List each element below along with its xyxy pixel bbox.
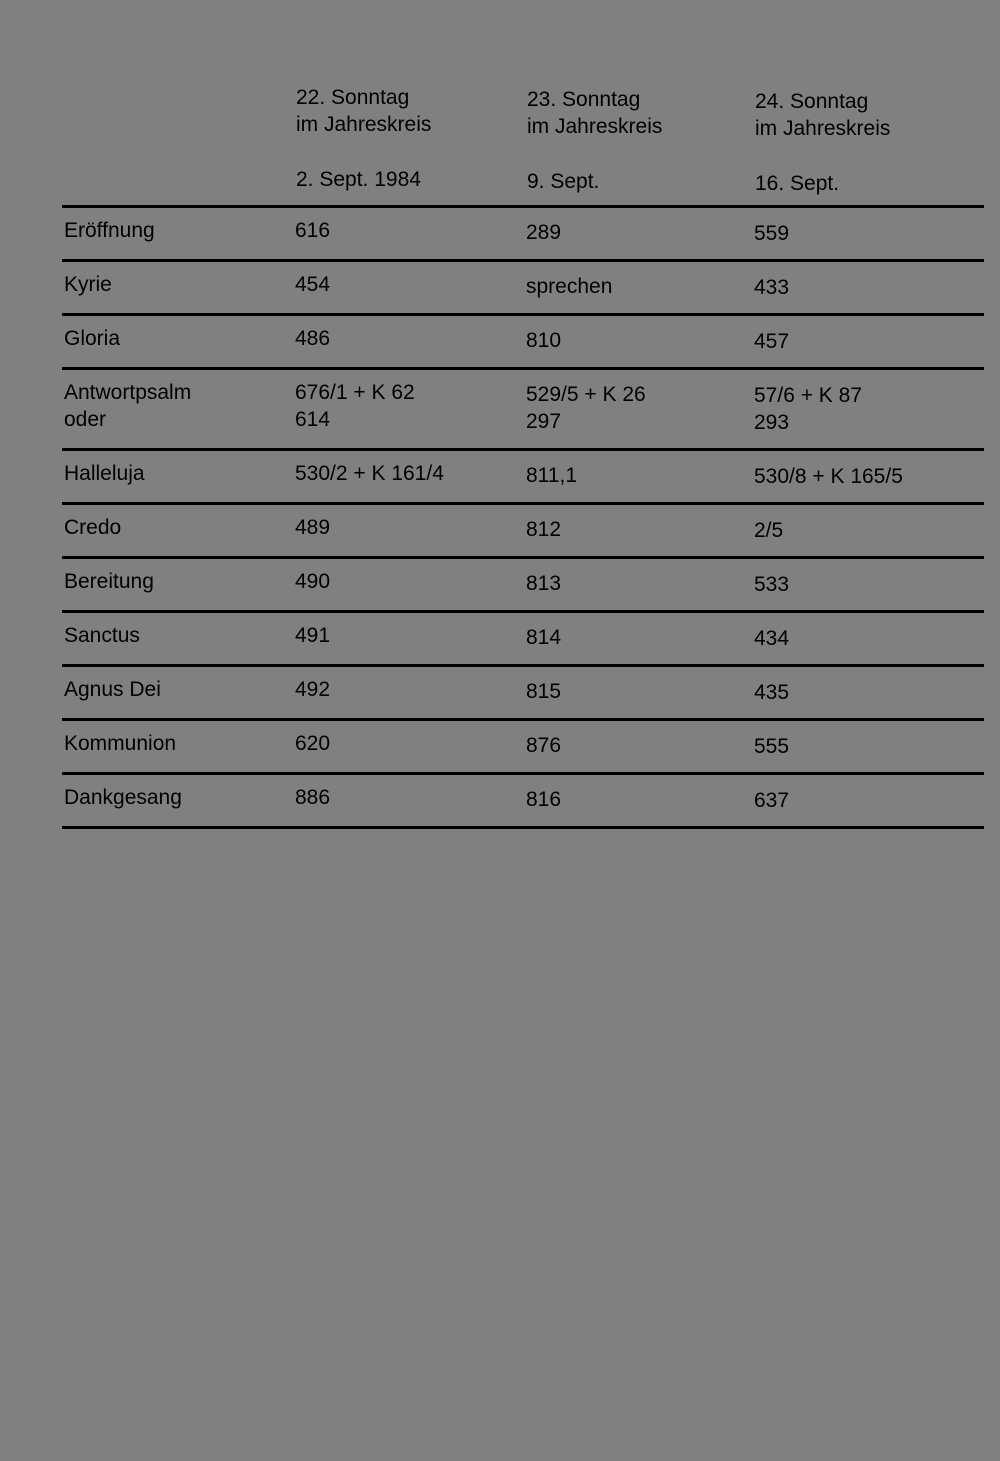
row-label-line: oder: [64, 408, 107, 431]
cell-22-sonntag-line: 616: [295, 219, 331, 242]
row-label-line: Antwortpsalm: [64, 381, 192, 404]
row-label-line: Kyrie: [64, 273, 112, 296]
cell-24-sonntag-line: 530/8 + K 165/5: [754, 465, 903, 488]
cell-24-sonntag: [754, 571, 789, 598]
column-1-date: 2. Sept. 1984: [296, 168, 421, 191]
row-divider: [62, 205, 984, 208]
cell-22-sonntag-line: 489: [295, 516, 331, 539]
cell-22-sonntag: [295, 730, 330, 757]
cell-23-sonntag-line: 816: [526, 788, 562, 811]
row-divider: [62, 610, 984, 613]
row-divider: [62, 826, 984, 829]
cell-24-sonntag: [754, 220, 789, 247]
row-label: [64, 325, 120, 352]
row-label-line: Halleluja: [64, 462, 145, 485]
row-label-line: Credo: [64, 516, 122, 539]
cell-24-sonntag: [754, 328, 789, 355]
cell-22-sonntag-line: 530/2 + K 161/4: [295, 462, 444, 485]
cell-22-sonntag-line: 454: [295, 273, 331, 296]
cell-23-sonntag-line: 810: [526, 329, 562, 352]
row-label: [64, 514, 121, 541]
cell-23-sonntag: [526, 624, 561, 651]
cell-23-sonntag-line: 289: [526, 221, 562, 244]
cell-24-sonntag-line: 57/6 + K 87: [754, 384, 863, 407]
cell-24-sonntag-line: 559: [754, 222, 790, 245]
row-label-line: Eröffnung: [64, 219, 155, 242]
column-header-1: [296, 84, 431, 138]
cell-22-sonntag-line: 614: [295, 408, 331, 431]
cell-23-sonntag-line: sprechen: [526, 275, 613, 298]
row-label: [64, 217, 155, 244]
row-label: [64, 730, 176, 757]
cell-24-sonntag-line: 293: [754, 411, 790, 434]
cell-22-sonntag-line: 492: [295, 678, 331, 701]
cell-22-sonntag-line: 886: [295, 786, 331, 809]
column-1-title-line1: 22. Sonntag: [296, 86, 410, 109]
cell-23-sonntag: [526, 570, 561, 597]
row-label-line: Gloria: [64, 327, 121, 350]
cell-22-sonntag-line: 491: [295, 624, 331, 647]
row-divider: [62, 718, 984, 721]
cell-23-sonntag: [526, 381, 646, 435]
cell-24-sonntag-line: 435: [754, 681, 790, 704]
cell-24-sonntag: [754, 625, 789, 652]
column-2-date: 9. Sept.: [527, 170, 600, 193]
cell-22-sonntag: [295, 379, 415, 433]
cell-23-sonntag-line: 813: [526, 572, 562, 595]
row-divider: [62, 367, 984, 370]
cell-22-sonntag: [295, 217, 330, 244]
cell-24-sonntag-line: 433: [754, 276, 790, 299]
row-label: [64, 460, 145, 487]
column-2-title-line2: im Jahreskreis: [527, 115, 663, 138]
cell-22-sonntag-line: 490: [295, 570, 331, 593]
row-label-line: Bereitung: [64, 570, 154, 593]
cell-22-sonntag: [295, 676, 330, 703]
cell-22-sonntag: [295, 568, 330, 595]
cell-24-sonntag-line: 434: [754, 627, 790, 650]
row-label-line: Kommunion: [64, 732, 177, 755]
cell-24-sonntag: [754, 679, 789, 706]
cell-22-sonntag-line: 620: [295, 732, 331, 755]
cell-22-sonntag: [295, 460, 444, 487]
cell-22-sonntag: [295, 514, 330, 541]
column-header-2: [527, 86, 662, 140]
cell-23-sonntag-line: 815: [526, 680, 562, 703]
cell-23-sonntag: [526, 786, 561, 813]
cell-23-sonntag: [526, 678, 561, 705]
column-3-title-line2: im Jahreskreis: [755, 117, 891, 140]
row-divider: [62, 664, 984, 667]
cell-24-sonntag-line: 555: [754, 735, 790, 758]
row-divider: [62, 448, 984, 451]
cell-22-sonntag-line: 486: [295, 327, 331, 350]
column-header-3: [755, 88, 890, 142]
row-label: [64, 568, 154, 595]
row-label: [64, 784, 182, 811]
cell-22-sonntag-line: 676/1 + K 62: [295, 381, 415, 404]
cell-23-sonntag: [526, 273, 612, 300]
cell-24-sonntag: [754, 787, 789, 814]
row-label: [64, 271, 112, 298]
row-divider: [62, 772, 984, 775]
cell-23-sonntag-line: 812: [526, 518, 562, 541]
cell-24-sonntag: [754, 463, 903, 490]
row-divider: [62, 313, 984, 316]
row-divider: [62, 259, 984, 262]
cell-23-sonntag: [526, 219, 561, 246]
row-label-line: Agnus Dei: [64, 678, 161, 701]
row-label: [64, 676, 161, 703]
cell-24-sonntag-line: 637: [754, 789, 790, 812]
column-3-date: 16. Sept.: [755, 172, 840, 195]
column-2-title-line1: 23. Sonntag: [527, 88, 641, 111]
cell-23-sonntag: [526, 327, 561, 354]
cell-24-sonntag: [754, 517, 783, 544]
row-label: [64, 622, 140, 649]
cell-23-sonntag-line: 811,1: [526, 464, 577, 487]
cell-22-sonntag: [295, 271, 330, 298]
cell-23-sonntag: [526, 732, 561, 759]
cell-24-sonntag: [754, 274, 789, 301]
cell-22-sonntag: [295, 784, 330, 811]
cell-24-sonntag-line: 533: [754, 573, 790, 596]
cell-24-sonntag-line: 457: [754, 330, 790, 353]
cell-23-sonntag-line: 297: [526, 410, 562, 433]
cell-22-sonntag: [295, 325, 330, 352]
cell-22-sonntag: [295, 622, 330, 649]
cell-23-sonntag: [526, 462, 577, 489]
row-divider: [62, 556, 984, 559]
cell-23-sonntag: [526, 516, 561, 543]
cell-24-sonntag-line: 2/5: [754, 519, 784, 542]
cell-24-sonntag: [754, 382, 862, 436]
row-label-line: Sanctus: [64, 624, 140, 647]
cell-23-sonntag-line: 814: [526, 626, 562, 649]
cell-24-sonntag: [754, 733, 789, 760]
cell-23-sonntag-line: 876: [526, 734, 562, 757]
row-label-line: Dankgesang: [64, 786, 182, 809]
row-divider: [62, 502, 984, 505]
cell-23-sonntag-line: 529/5 + K 26: [526, 383, 646, 406]
column-1-title-line2: im Jahreskreis: [296, 113, 432, 136]
row-label: [64, 379, 191, 433]
column-3-title-line1: 24. Sonntag: [755, 90, 869, 113]
